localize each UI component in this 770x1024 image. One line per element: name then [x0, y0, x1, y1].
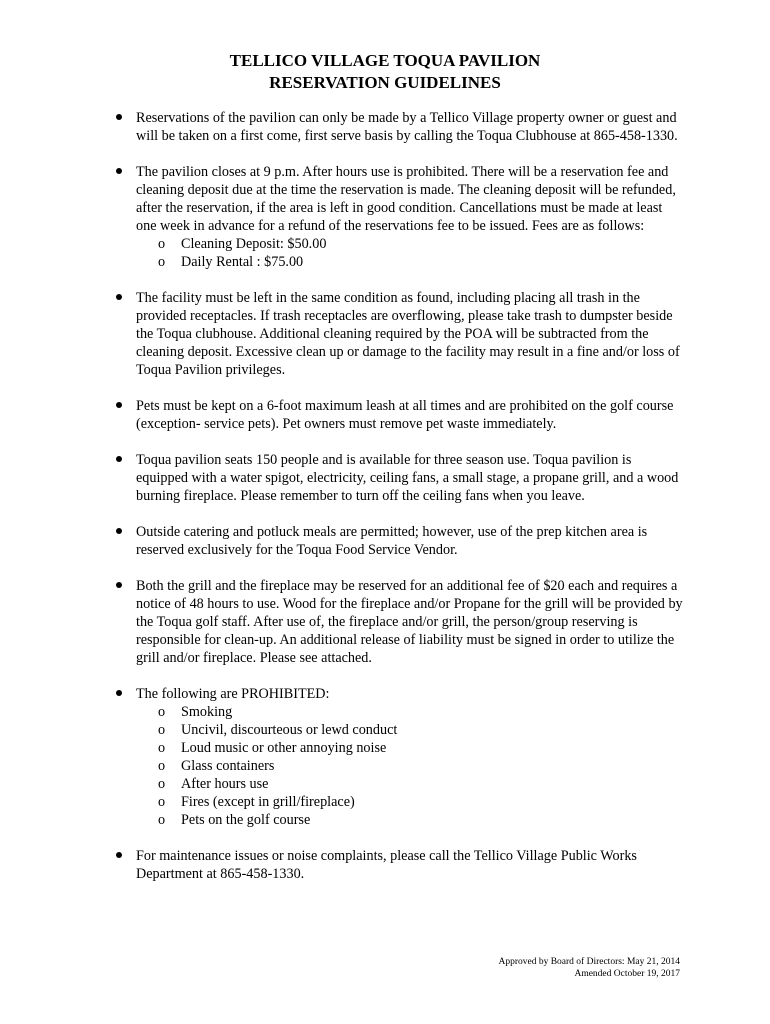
guideline-item-prohibited: [136, 685, 684, 829]
prohibited-item: o Loud music or other annoying noise: [158, 740, 387, 756]
fee-list: [136, 235, 684, 271]
bullet-icon: [116, 114, 122, 120]
title-line-1: TELLICO VILLAGE TOQUA PAVILION: [229, 51, 541, 70]
guideline-item-catering: [136, 523, 684, 559]
guideline-item-fees: [136, 163, 684, 271]
fee-item: o Cleaning Deposit: $50.00: [158, 236, 327, 252]
circle-bullet-icon: o: [158, 812, 166, 828]
approved-date: Approved by Board of Directors: May 21, 2014: [498, 957, 680, 967]
bullet-icon: [116, 582, 122, 588]
guideline-item-reservations: [136, 109, 684, 145]
circle-bullet-icon: o: [158, 758, 166, 774]
bullet-icon: [116, 168, 122, 174]
document-footer: [498, 956, 680, 980]
guideline-text: Both the grill and the fireplace may be reserved for an additional fee of $20 each and requires a notice of 48 hours to use. Wood for the fireplace and/or Propane for the grill will be provided by the Toqua golf staff. After use of, the fireplace and/or grill, the person/group reserving is responsible for clean-up. An additional release of liability must be signed in order to utilize the grill and/or fireplace. Please see attached.: [136, 578, 683, 666]
circle-bullet-icon: o: [158, 254, 166, 270]
prohibited-item: o Glass containers: [158, 758, 275, 774]
bullet-icon: [116, 402, 122, 408]
circle-bullet-icon: o: [158, 776, 166, 792]
prohibited-item: o Uncivil, discourteous or lewd conduct: [158, 722, 398, 738]
prohibited-item: o Smoking: [158, 704, 233, 720]
guideline-text: The facility must be left in the same condition as found, including placing all trash in the provided receptacles. If trash receptacles are overflowing, please take trash to dumpster beside the Toqua clubhouse. Additional cleaning required by the POA will be subtracted from the cleaning deposit. Excessive clean up or damage to the facility may result in a fine and/or loss of Toqua Pavilion privileges.: [136, 290, 680, 378]
guideline-text: The pavilion closes at 9 p.m. After hours use is prohibited. There will be a reservation fee and cleaning deposit due at the time the reservation is made. The cleaning deposit will be refunded, after the reservation, if the area is left in good condition. Cancellations must be made at least one week in advance for a refund of the reservations fee to be issued. Fees are as follows:: [136, 164, 676, 234]
prohibited-item: o Fires (except in grill/fireplace): [158, 794, 355, 810]
guideline-text: Reservations of the pavilion can only be made by a Tellico Village property owner or guest and will be taken on a first come, first serve basis by calling the Toqua Clubhouse at 865-458-1330.: [136, 110, 678, 144]
guideline-text: Outside catering and potluck meals are permitted; however, use of the prep kitchen area is reserved exclusively for the Toqua Food Service Vendor.: [136, 524, 648, 558]
circle-bullet-icon: o: [158, 722, 166, 738]
guideline-item-capacity: [136, 451, 684, 505]
circle-bullet-icon: o: [158, 704, 166, 720]
guideline-text: Toqua pavilion seats 150 people and is available for three season use. Toqua pavilion is equipped with a water spigot, electricity, ceiling fans, a small stage, a propane grill, and a wood burning fireplace. Please remember to turn off the ceiling fans when you leave.: [136, 452, 679, 504]
guideline-text: Pets must be kept on a 6-foot maximum leash at all times and are prohibited on the golf course (exception- service pets). Pet owners must remove pet waste immediately.: [136, 398, 674, 432]
circle-bullet-icon: o: [158, 740, 166, 756]
bullet-icon: [116, 456, 122, 462]
guideline-text: The following are PROHIBITED:: [136, 686, 330, 702]
guidelines-list: [0, 109, 770, 883]
guideline-item-facility-condition: [136, 289, 684, 379]
document-title: [0, 50, 770, 94]
fee-item: o Daily Rental : $75.00: [158, 254, 304, 270]
guideline-item-maintenance: [136, 847, 684, 883]
title-line-2: RESERVATION GUIDELINES: [269, 73, 501, 92]
amended-date: Amended October 19, 2017: [574, 969, 680, 979]
circle-bullet-icon: o: [158, 236, 166, 252]
circle-bullet-icon: o: [158, 794, 166, 810]
bullet-icon: [116, 294, 122, 300]
bullet-icon: [116, 852, 122, 858]
prohibited-item: o Pets on the golf course: [158, 812, 311, 828]
bullet-icon: [116, 528, 122, 534]
bullet-icon: [116, 690, 122, 696]
prohibited-item: o After hours use: [158, 776, 269, 792]
guideline-item-pets: [136, 397, 684, 433]
guideline-text: For maintenance issues or noise complaints, please call the Tellico Village Public Works Department at 865-458-1330.: [136, 848, 637, 882]
prohibited-list: [136, 703, 684, 829]
guideline-item-grill-fireplace: [136, 577, 684, 667]
